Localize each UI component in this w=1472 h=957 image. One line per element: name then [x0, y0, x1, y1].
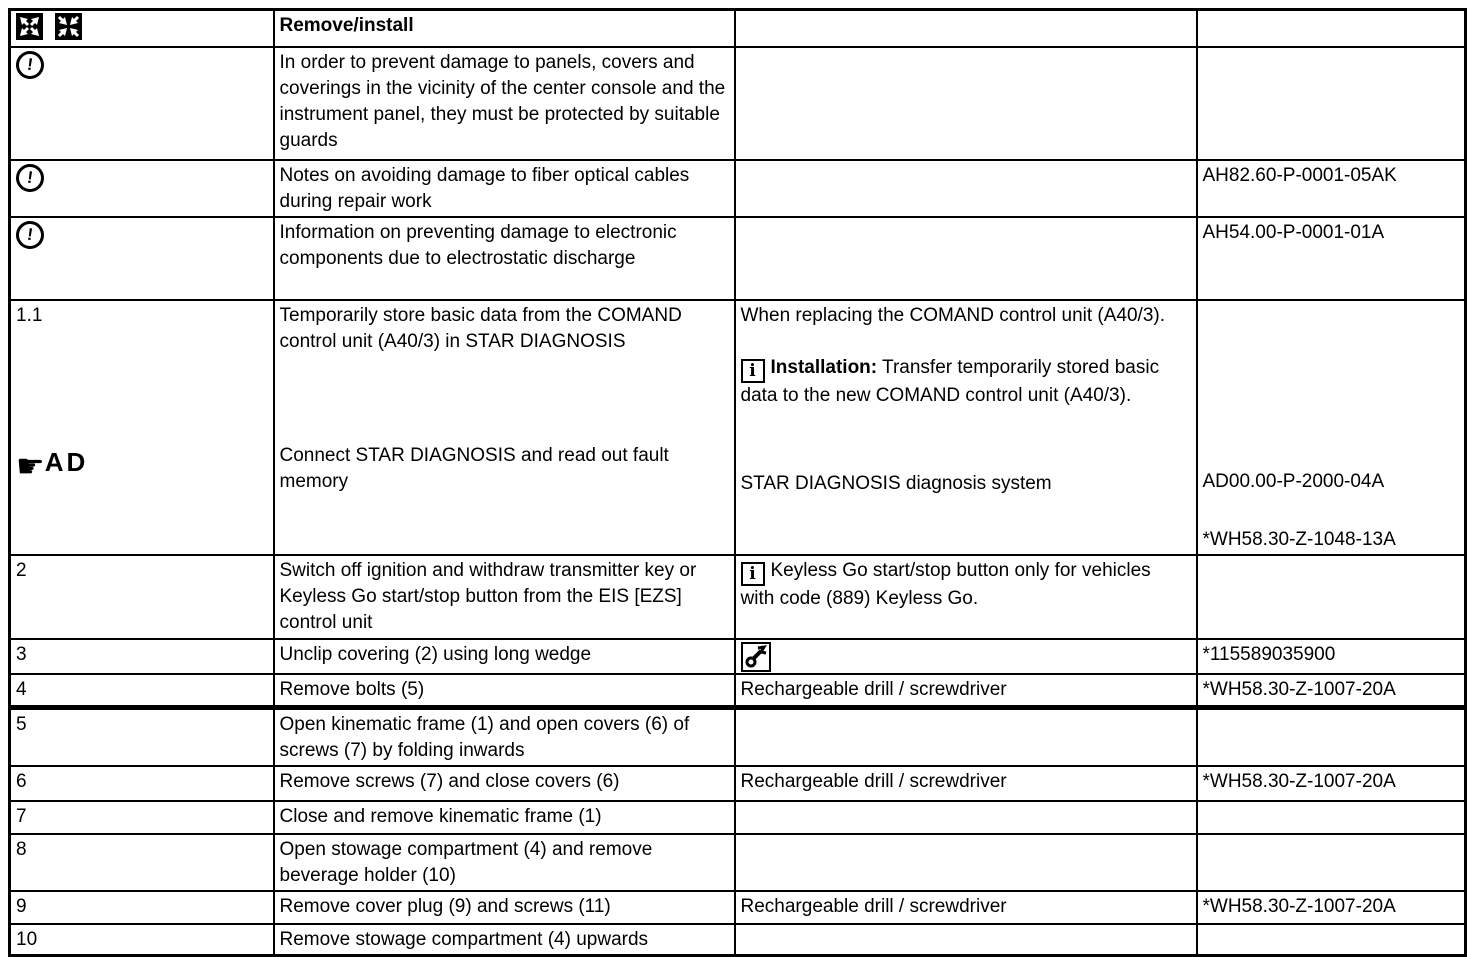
attention-icon: !	[14, 219, 46, 251]
step-note: Rechargeable drill / screwdriver	[735, 674, 1197, 708]
document-ref	[1197, 555, 1466, 639]
step-note-cell	[735, 555, 1197, 639]
header-row	[10, 10, 1466, 47]
step-desc: Open kinematic frame (1) and open covers (6) of screws (7) by folding inwards	[274, 708, 735, 767]
document-ref	[1197, 801, 1466, 834]
step-row-6	[10, 766, 1466, 801]
step-note-cell	[735, 639, 1197, 674]
step-row-7	[10, 801, 1466, 834]
step-desc: Unclip covering (2) using long wedge	[274, 639, 735, 674]
step-number: 10	[10, 924, 274, 956]
step-row-10	[10, 924, 1466, 956]
info-icon: i	[741, 359, 765, 383]
step-number: 3	[10, 639, 274, 674]
step-number: 4	[10, 674, 274, 708]
step-number: 6	[10, 766, 274, 801]
tool-note: STAR DIAGNOSIS diagnosis system	[740, 472, 1052, 494]
document-ref: *115589035900	[1197, 639, 1466, 674]
step-number: 7	[10, 801, 274, 834]
step-row-3	[10, 639, 1466, 674]
document-ref	[1197, 708, 1466, 767]
step-note: When replacing the COMAND control unit (A40/3).	[740, 304, 1166, 326]
step-desc: Connect STAR DIAGNOSIS and read out fault memory	[279, 444, 669, 492]
step-row-4	[10, 674, 1466, 708]
step-number: 8	[10, 834, 274, 891]
header-ref-cell	[1197, 10, 1466, 47]
document-ref: *WH58.30-Z-1007-20A	[1197, 674, 1466, 708]
step-desc: Temporarily store basic data from the COMAND control unit (A40/3) in STAR DIAGNOSIS	[279, 304, 682, 352]
step-desc: Switch off ignition and withdraw transmitter key or Keyless Go start/stop button from the EIS [EZS] control unit	[274, 555, 735, 639]
step-desc: Remove stowage compartment (4) upwards	[274, 924, 735, 956]
step-note-cell	[735, 300, 1197, 555]
document-ref	[1197, 924, 1466, 956]
header-note-cell	[735, 10, 1197, 47]
step-desc: Remove screws (7) and close covers (6)	[274, 766, 735, 801]
document-ref	[1197, 47, 1466, 160]
remove-icon	[16, 13, 43, 40]
step-note	[735, 924, 1197, 956]
step-note: Rechargeable drill / screwdriver	[735, 891, 1197, 924]
step-desc: Remove cover plug (9) and screws (11)	[274, 891, 735, 924]
step-number: 1.1	[16, 304, 43, 326]
note-row-fiber-optics	[10, 160, 1466, 217]
step-row-8	[10, 834, 1466, 891]
document-ref: *WH58.30-Z-1048-13A	[1202, 528, 1396, 550]
step-note	[735, 708, 1197, 767]
step-desc: Close and remove kinematic frame (1)	[274, 801, 735, 834]
step-desc: Open stowage compartment (4) and remove beverage holder (10)	[274, 834, 735, 891]
header-icons-cell	[10, 10, 274, 47]
installation-label: Installation:	[770, 356, 878, 378]
step-desc-cell	[274, 300, 735, 555]
attention-icon: !	[14, 49, 46, 81]
step-row-2	[10, 555, 1466, 639]
step-number: 2	[10, 555, 274, 639]
install-icon	[55, 13, 82, 40]
step-desc: Remove bolts (5)	[274, 674, 735, 708]
step-row-5	[10, 708, 1466, 767]
step-note: Rechargeable drill / screwdriver	[735, 766, 1197, 801]
document-ref	[1197, 834, 1466, 891]
header-title: Remove/install	[274, 10, 735, 47]
step-note	[735, 801, 1197, 834]
installation-text: Transfer temporarily stored basic data to the new COMAND control unit (A40/3).	[740, 356, 1160, 406]
document-ref: *WH58.30-Z-1007-20A	[1197, 891, 1466, 924]
special-tool-icon	[741, 642, 771, 672]
step-note: Keyless Go start/stop button only for vehicles with code (889) Keyless Go.	[740, 559, 1151, 609]
installation-note	[741, 355, 1190, 409]
note-text: Information on preventing damage to electronic components due to electrostatic discharge	[274, 217, 735, 300]
procedure-table	[8, 8, 1467, 957]
note-text: In order to prevent damage to panels, covers and coverings in the vicinity of the center console and the instrument panel, they must be protected by suitable guards	[274, 47, 735, 160]
step-cell	[10, 300, 274, 555]
hand-ad-block	[16, 446, 267, 484]
pointing-hand-icon: ☛	[16, 447, 45, 484]
step-number: 5	[10, 708, 274, 767]
hand-ad-label: AD	[44, 446, 89, 477]
document-ref: AH54.00-P-0001-01A	[1197, 217, 1466, 300]
step-number: 9	[10, 891, 274, 924]
note-row-electrostatic	[10, 217, 1466, 300]
note-row-panels	[10, 47, 1466, 160]
note-text: Notes on avoiding damage to fiber optical cables during repair work	[274, 160, 735, 217]
document-ref: AH82.60-P-0001-05AK	[1197, 160, 1466, 217]
document-ref: AD00.00-P-2000-04A	[1202, 470, 1385, 492]
step-note	[735, 834, 1197, 891]
info-icon: i	[741, 562, 765, 586]
step-row-1-1	[10, 300, 1466, 555]
step-row-9	[10, 891, 1466, 924]
step-ref-cell	[1197, 300, 1466, 555]
attention-icon: !	[14, 162, 46, 194]
document-ref: *WH58.30-Z-1007-20A	[1197, 766, 1466, 801]
